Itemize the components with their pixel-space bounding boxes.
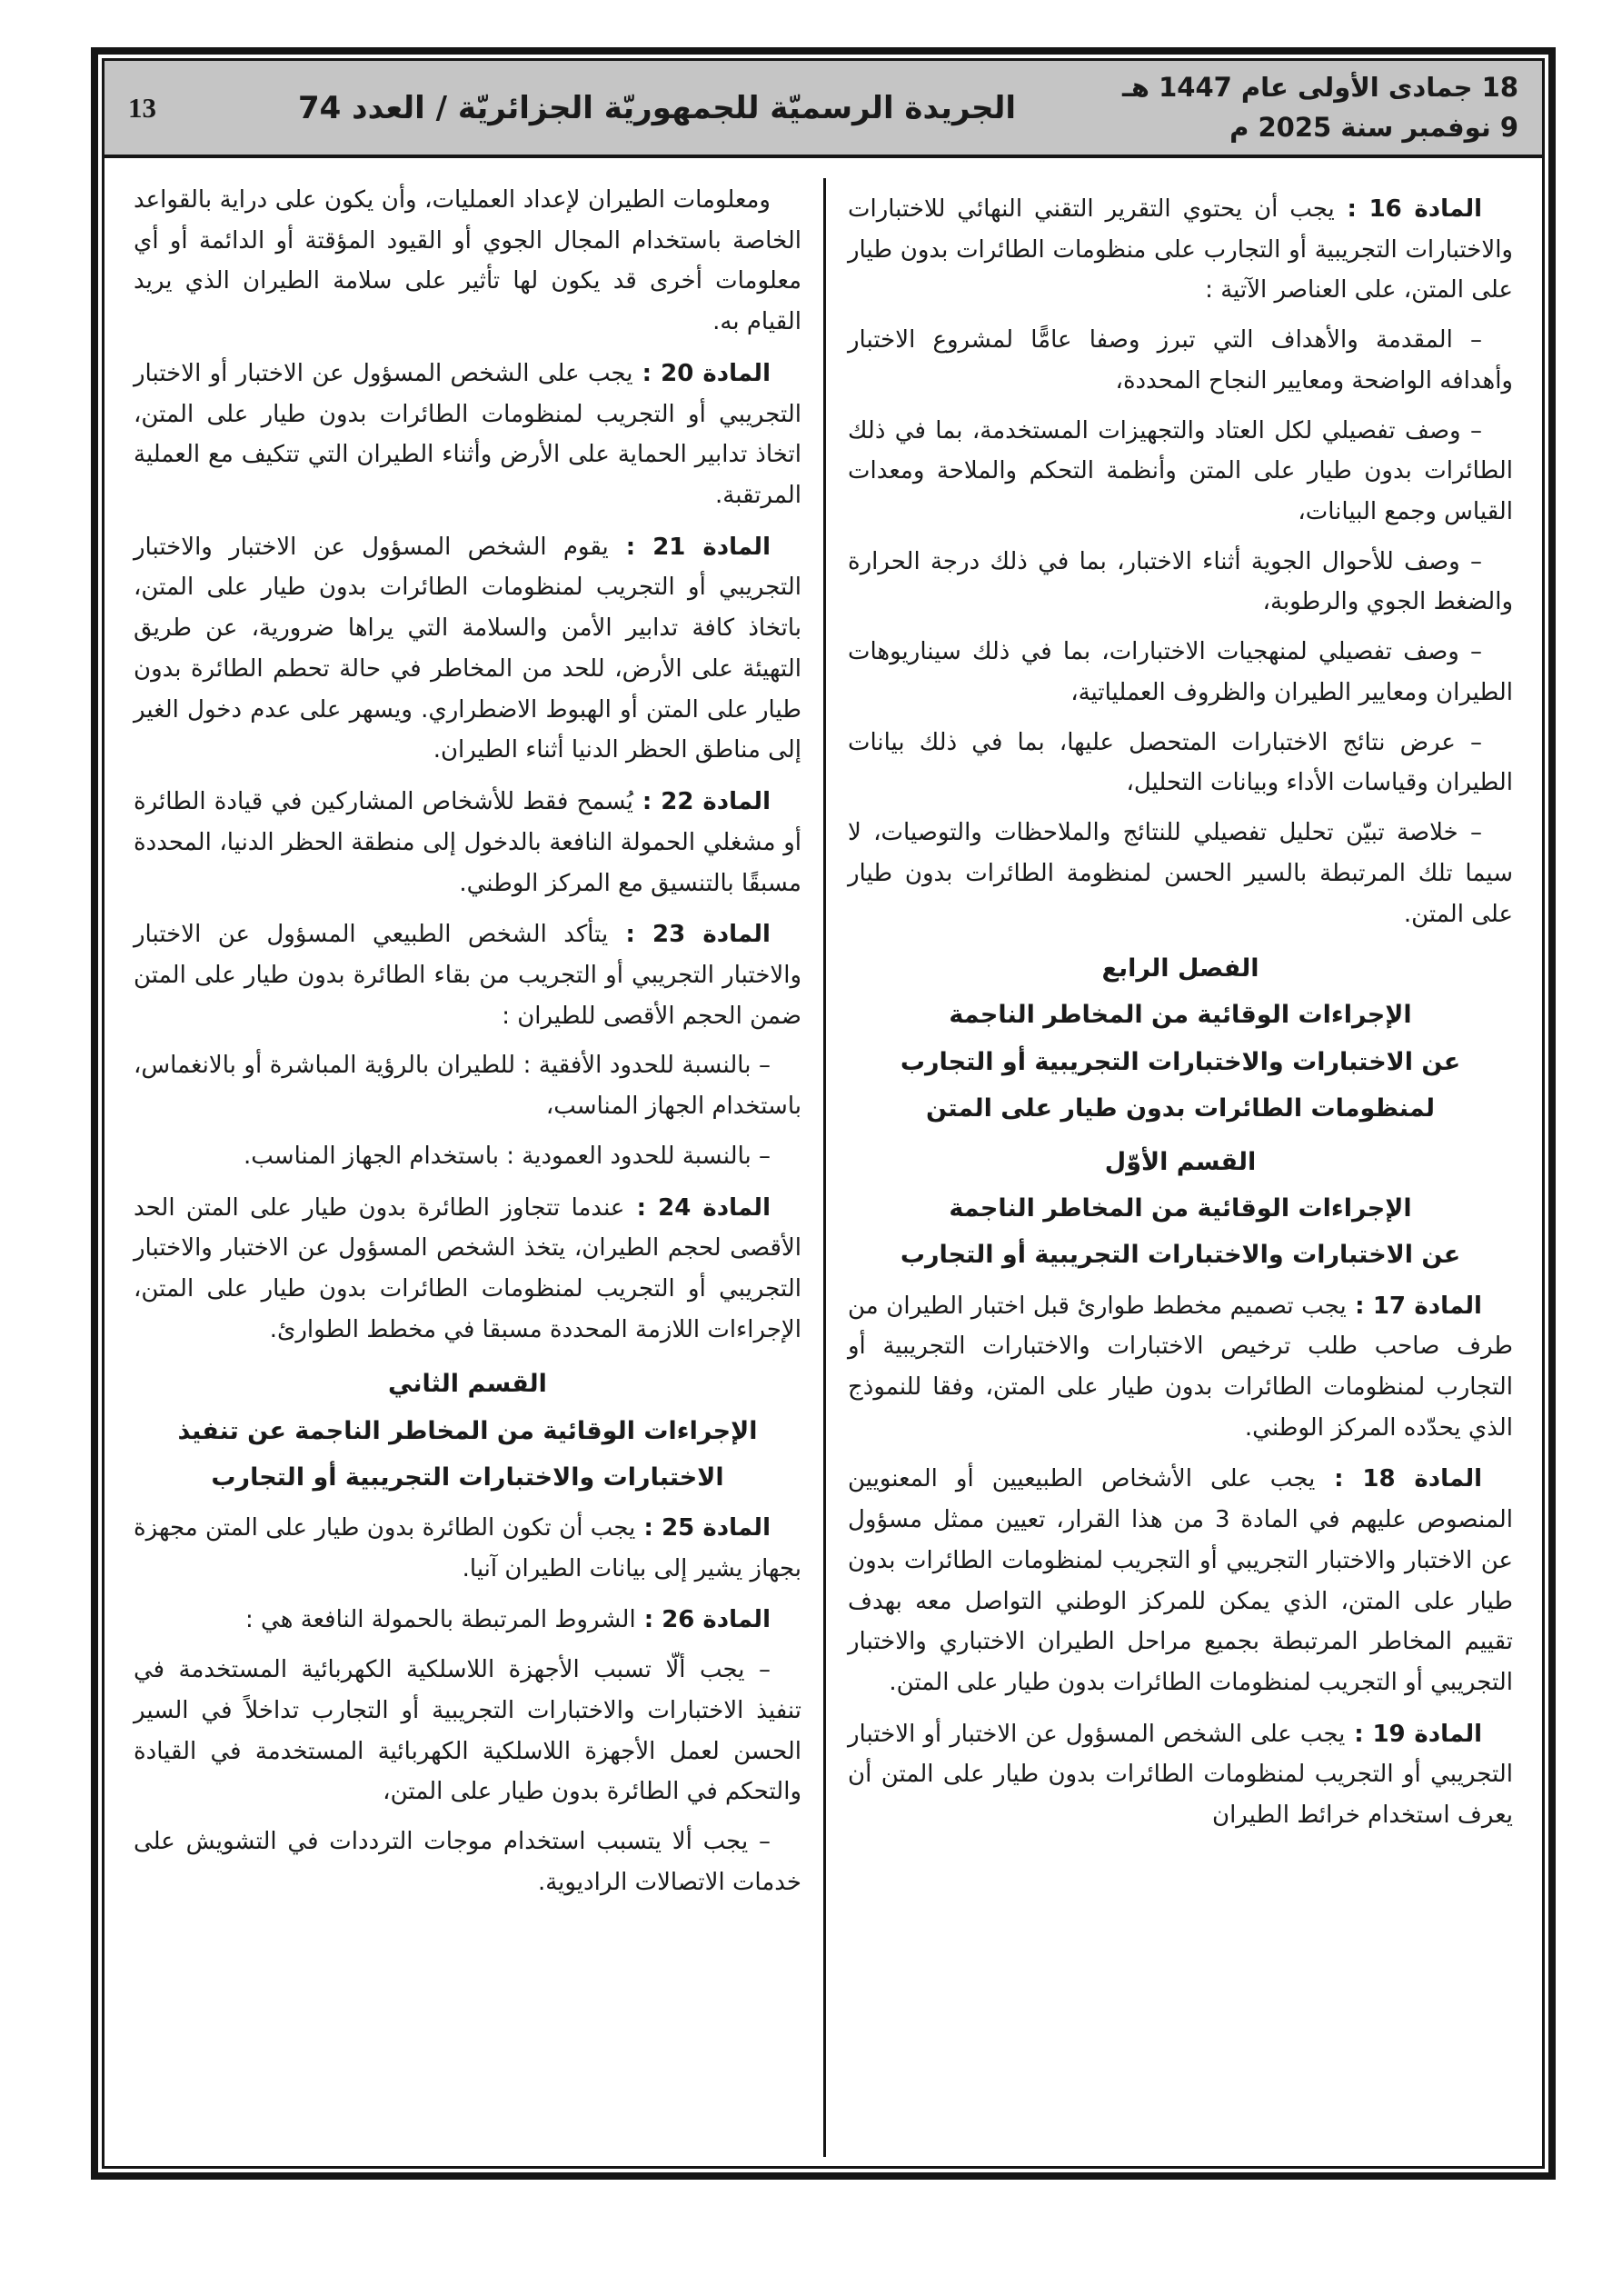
section-heading: الاختبارات والاختبارات التجريبية أو التجارب (211, 1462, 724, 1492)
dash-item: – يجب ألّا تسبب الأجهزة اللاسلكية الكهربائية المستخدمة في تنفيذ الاختبارات والاختبارات التجريبية أو التجارب تداخلاً في السير الحسن لعمل الأجهزة اللاسلكية الكهربائية المستخدمة في القيادة والتحكم في الطائرة بدون طيار على المتن، (134, 1656, 801, 1806)
article-paragraph: المادة 24 : عندما تتجاوز الطائرة بدون طيار على المتن الحد الأقصى لحجم الطيران، يتخذ الشخص المسؤول عن الاختبار والاختبار التجريبي أو التجريب لمنظومات الطائرات بدون طيار على المتن، الإجراءات اللازمة المحددة مسبقا في مخطط الطوارئ. (134, 1193, 801, 1343)
section-heading: الفصل الرابع (1101, 954, 1259, 983)
page-frame-inner (102, 58, 1545, 2169)
column-left (112, 178, 823, 2157)
content-columns (104, 158, 1542, 2166)
page-frame (91, 47, 1556, 2180)
article-number: المادة 18 : (1315, 1465, 1482, 1493)
issue-dates (1122, 68, 1518, 147)
section-heading: القسم الأوّل (1104, 1147, 1257, 1176)
article-number: المادة 17 : (1346, 1292, 1482, 1320)
article-paragraph: المادة 17 : يجب تصميم مخطط طوارئ قبل اختبار الطيران من طرف صاحب طلب ترخيص الاختبارات والاختبارات التجريبية أو التجارب لمنظومات الطائرات بدون طيار على المتن، وفقا للنموذج الذي يحدّده المركز الوطني. (848, 1292, 1513, 1442)
dash-item: – بالنسبة للحدود الأفقية : للطيران بالرؤية المباشرة أو بالانغماس، باستخدام الجهاز المناسب، (134, 1052, 801, 1121)
article-paragraph: المادة 18 : يجب على الأشخاص الطبيعيين أو المعنويين المنصوص عليهم في المادة 3 من هذا القرار، تعيين ممثل مسؤول عن الاختبار والاختبار التجريبي أو التجريب لمنظومات الطائرات بدون طيار على المتن، الذي يمكن للمركز الوطني التواصل معه بهدف تقييم المخاطر المرتبطة بجميع مراحل الطيران الاختباري والاختبار التجريبي أو التجريب لمنظومات الطائرات بدون طيار على المتن. (848, 1465, 1513, 1696)
section-heading: القسم الثاني (388, 1370, 547, 1399)
dash-item: – المقدمة والأهداف التي تبرز وصفا عامًّا لمشروع الاختبار وأهدافه الواضحة ومعايير النجاح المحددة، (848, 326, 1513, 394)
article-paragraph: المادة 23 : يتأكد الشخص الطبيعي المسؤول عن الاختبار والاختبار التجريبي أو التجريب من بقاء الطائرة بدون طيار على المتن ضمن الحجم الأقصى للطيران : (134, 921, 801, 1030)
article-number: المادة 22 : (632, 788, 771, 816)
article-paragraph: المادة 19 : يجب على الشخص المسؤول عن الاختبار أو الاختبار التجريبي أو التجريب لمنظومات الطائرات بدون طيار على المتن أن يعرف استخدام خرائط الطيران (848, 1720, 1513, 1830)
date-hijri: 18 جمادى الأولى عام 1447 هـ (1121, 72, 1518, 103)
dash-item: – وصف تفصيلي لكل العتاد والتجهيزات المستخدمة، بما في ذلك الطائرات بدون طيار على المتن وأنظمة التحكم والملاحة ومعدات القياس وجمع البيانات، (848, 416, 1513, 526)
article-number: المادة 19 : (1345, 1720, 1482, 1748)
masthead (104, 61, 1542, 158)
article-number: المادة 16 : (1334, 195, 1482, 223)
section-heading: لمنظومات الطائرات بدون طيار على المتن (926, 1093, 1435, 1123)
date-gregorian: 9 نوفمبر سنة 2025 م (1229, 111, 1518, 143)
article-number: المادة 26 : (635, 1606, 771, 1634)
section-heading: عن الاختبارات والاختبارات التجريبية أو التجارب (900, 1047, 1461, 1076)
article-paragraph: المادة 20 : يجب على الشخص المسؤول عن الاختبار أو الاختبار التجريبي أو التجريب لمنظومات الطائرات بدون طيار على المتن، اتخاذ تدابير الحماية على الأرض وأثناء الطيران التي تتكيف مع العملية المرتقبة. (134, 359, 801, 510)
article-paragraph: المادة 21 : يقوم الشخص المسؤول عن الاختبار والاختبار التجريبي أو التجريب لمنظومات الطائرات بدون طيار على المتن، باتخاذ كافة تدابير الأمن والسلامة التي يراها ضرورية، عن طريق التهيئة على الأرض، للحد من المخاطر في حالة تحطم الطائرة بدون طيار على المتن أو الهبوط الاضطراري. ويسهر على عدم دخول الغير إلى مناطق الحظر الدنيا أثناء الطيران. (134, 533, 801, 764)
dash-item: – وصف للأحوال الجوية أثناء الاختبار، بما في ذلك درجة الحرارة والضغط الجوي والرطوبة، (848, 547, 1513, 616)
dash-item: – وصف تفصيلي لمنهجيات الاختبارات، بما في ذلك سيناريوهات الطيران ومعايير الطيران والظروف العملياتية، (848, 638, 1513, 706)
article-number: المادة 25 : (635, 1513, 771, 1542)
article-number: المادة 20 : (632, 359, 771, 387)
article-paragraph: المادة 22 : يُسمح فقط للأشخاص المشاركين في قيادة الطائرة أو مشغلي الحمولة النافعة بالدخول إلى منطقة الحظر الدنيا، المحددة مسبقًا بالتنسيق مع المركز الوطني. (134, 788, 801, 897)
article-paragraph: المادة 26 : الشروط المرتبطة بالحمولة النافعة هي : (245, 1606, 771, 1634)
article-number: المادة 23 : (608, 921, 771, 949)
article-number: المادة 24 : (624, 1193, 771, 1222)
dash-item: – بالنسبة للحدود العمودية : باستخدام الجهاز المناسب. (244, 1142, 771, 1170)
section-heading: عن الاختبارات والاختبارات التجريبية أو التجارب (900, 1241, 1461, 1270)
section-heading: الإجراءات الوقائية من المخاطر الناجمة عن تنفيذ (177, 1416, 758, 1445)
page-number: 13 (128, 91, 156, 124)
gazette-title: الجريدة الرسميّة للجمهوريّة الجزائريّة / العدد 74 (297, 89, 1016, 126)
body-paragraph: ومعلومات الطيران لإعداد العمليات، وأن يكون على دراية بالقواعد الخاصة باستخدام المجال الجوي أو القيود المؤقتة أو الدائمة أو أي معلومات أخرى قد يكون لها تأثير على سلامة الطيران الذي يريد القيام به. (134, 186, 801, 336)
dash-item: – عرض نتائج الاختبارات المتحصل عليها، بما في ذلك بيانات الطيران وقياسات الأداء وبيانات التحليل، (848, 728, 1513, 797)
dash-item: – خلاصة تبيّن تحليل تفصيلي للنتائج والملاحظات والتوصيات، لا سيما تلك المرتبطة بالسير الحسن لمنظومة الطائرات بدون طيار على المتن. (848, 819, 1513, 928)
dash-item: – يجب ألا يتسبب استخدام موجات الترددات في التشويش على خدمات الاتصالات الراديوية. (134, 1828, 801, 1896)
article-paragraph: المادة 25 : يجب أن تكون الطائرة بدون طيار على المتن مجهزة بجهاز يشير إلى بيانات الطيران آنيا. (134, 1513, 801, 1582)
column-right (823, 178, 1535, 2157)
article-number: المادة 21 : (608, 533, 771, 561)
article-paragraph: المادة 16 : يجب أن يحتوي التقرير التقني النهائي للاختبارات والاختبارات التجريبية أو التجارب على منظومات الطائرات بدون طيار على المتن، على العناصر الآتية : (848, 195, 1513, 304)
section-heading: الإجراءات الوقائية من المخاطر الناجمة (949, 1001, 1412, 1030)
section-heading: الإجراءات الوقائية من المخاطر الناجمة (949, 1194, 1412, 1223)
